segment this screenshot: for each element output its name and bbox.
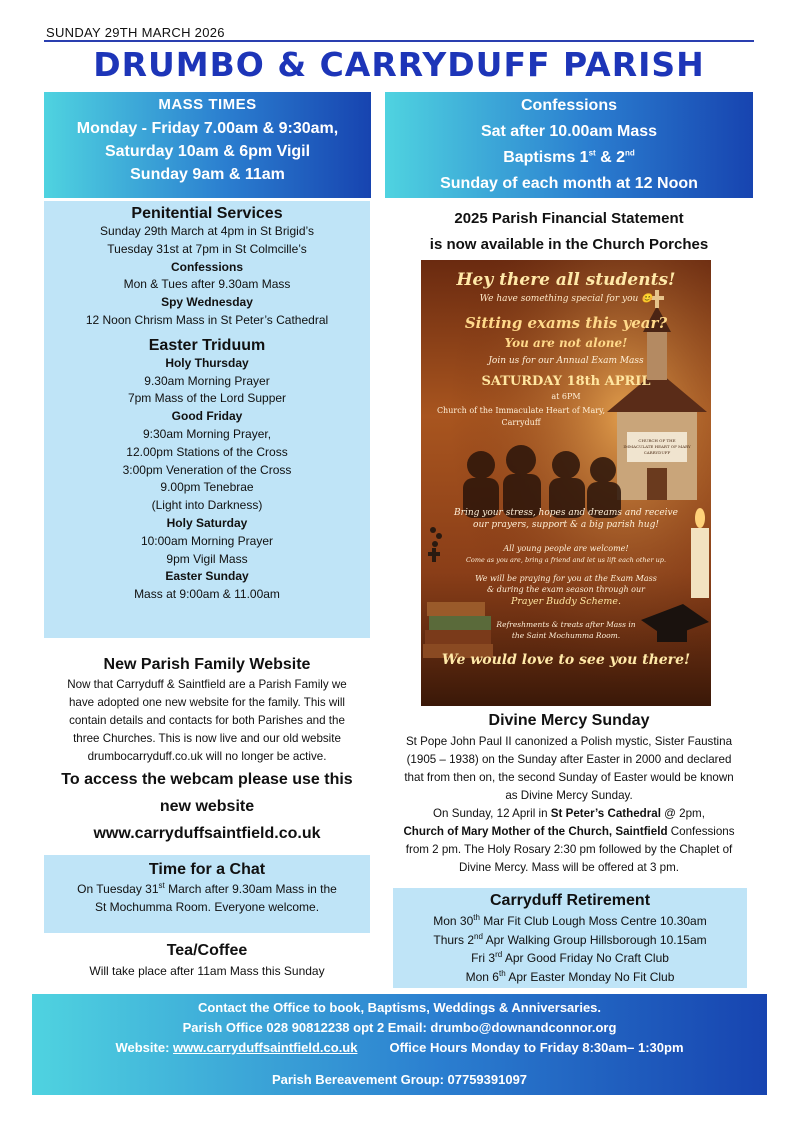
church-sign-text: IMMACULATE HEART OF MARY: [623, 444, 691, 449]
triduum-line: 9pm Vigil Mass: [166, 551, 248, 566]
divine-mercy-section: [385, 712, 753, 877]
mass-times-sunday: Sunday 9am & 11am: [130, 166, 285, 183]
triduum-line: 3:00pm Veneration of the Cross: [122, 462, 292, 477]
retirement-box: [393, 888, 747, 988]
mass-times-weekday: Monday - Friday 7.00am & 9:30am,: [76, 120, 339, 137]
poster-text: Refreshments & treats after Mass in: [496, 620, 636, 629]
chat-text: St Mochumma Room. Everyone welcome.: [94, 899, 320, 914]
poster-text: All young people are welcome!: [503, 544, 629, 553]
confessions-heading: Confessions: [520, 97, 617, 114]
footer-line: Website: www.carryduffsaintfield.co.uk Office Hours Monday to Friday 8:30am– 1:30pm: [115, 1040, 684, 1055]
financial-line: is now available in the Church Porches: [429, 236, 709, 253]
triduum-heading: Easter Triduum: [148, 336, 266, 354]
penitential-line: 12 Noon Chrism Mass in St Peter’s Cathedral: [85, 312, 329, 327]
retirement-heading: Carryduff Retirement: [489, 892, 651, 909]
website-section: [44, 656, 370, 847]
spy-wednesday-subheading: Spy Wednesday: [161, 295, 253, 310]
holy-thursday-subheading: Holy Thursday: [165, 355, 249, 370]
chat-box: [44, 855, 370, 933]
penitential-line: Sunday 29th March at 4pm in St Brigid’s: [100, 224, 314, 238]
webcam-notice: [44, 766, 370, 847]
penitential-line: Tuesday 31st at 7pm in St Colmcille’s: [107, 241, 307, 256]
services-box: [44, 201, 370, 638]
triduum-line: 9.30am Morning Prayer: [144, 373, 270, 388]
church-sign-text: CARRYDUFF: [643, 450, 671, 455]
good-friday-subheading: Good Friday: [171, 409, 243, 424]
poster-text: We will be praying for you at the Exam Mass: [475, 574, 657, 583]
divine-mercy-text: On Sunday, 12 April in St Peter’s Cathedral @ 2pm,: [433, 807, 705, 820]
retirement-item: Mon 30th Mar Fit Club Lough Moss Centre 10.30am: [433, 913, 707, 928]
poster-date: SATURDAY 18th APRIL: [481, 374, 651, 389]
divine-mercy-text: from 2 pm. The Holy Rosary 2:30 pm followed by the Chaplet of: [405, 843, 733, 856]
bereavement-line: Parish Bereavement Group: 07759391097: [271, 1072, 528, 1087]
poster-headline: Hey there all students!: [456, 270, 676, 290]
retirement-item: Fri 3rd Apr Good Friday No Craft Club: [471, 950, 669, 965]
poster-text: Prayer Buddy Scheme.: [510, 596, 621, 607]
triduum-line: 10:00am Morning Prayer: [140, 533, 274, 548]
issue-date: SUNDAY 29TH MARCH 2026: [46, 25, 225, 40]
penitential-line: Mon & Tues after 9.30am Mass: [123, 277, 291, 292]
chat-text: On Tuesday 31st March after 9.30am Mass in the: [77, 881, 337, 896]
poster-text: Come as you are, bring a friend and let us lift each other up.: [465, 556, 667, 564]
header-rule: [44, 40, 754, 42]
triduum-line: 12.00pm Stations of the Cross: [126, 444, 288, 459]
confessions-subheading: Confessions: [170, 259, 243, 274]
divine-mercy-text: St Pope John Paul II canonized a Polish mystic, Sister Faustina: [405, 735, 733, 748]
divine-mercy-text: (1905 – 1938) on the Sunday after Easter in 2000 and declared: [406, 753, 732, 766]
triduum-line: 7pm Mass of the Lord Supper: [127, 391, 287, 406]
retirement-item: Thurs 2nd Apr Walking Group Hillsborough 10.15am: [433, 931, 707, 947]
triduum-line: 9:30am Morning Prayer,: [142, 426, 272, 441]
triduum-line: Mass at 9:00am & 11.00am: [134, 587, 280, 602]
divine-mercy-text: Church of Mary Mother of the Church, Saintfield Confessions: [403, 825, 735, 838]
mass-times-saturday: Saturday 10am & 6pm Vigil: [104, 143, 311, 160]
tea-text: Will take place after 11am Mass this Sunday: [89, 964, 325, 978]
confessions-box: [385, 92, 753, 198]
poster-text: You are not alone!: [504, 336, 628, 350]
triduum-line: 9.00pm Tenebrae: [160, 480, 254, 495]
triduum-line: (Light into Darkness): [151, 498, 263, 513]
contact-footer: [32, 994, 767, 1095]
website-text: three Churches. This is now live and our old website: [73, 732, 341, 745]
financial-line: 2025 Parish Financial Statement: [454, 210, 684, 227]
footer-website-link[interactable]: www.carryduffsaintfield.co.uk: [173, 1040, 358, 1055]
poster-text: Join us for our Annual Exam Mass: [488, 356, 644, 366]
church-sign-text: CHURCH OF THE: [638, 438, 676, 443]
poster-text: We have something special for you 😊: [479, 294, 653, 304]
website-heading: New Parish Family Website: [103, 656, 311, 673]
exam-mass-poster: [421, 260, 711, 706]
website-text: contain details and contacts for both Parishes and the: [69, 714, 345, 727]
poster-text: the Saint Mochumma Room.: [511, 631, 621, 640]
poster-headline: Sitting exams this year?: [464, 314, 668, 332]
poster-text: at 6PM: [551, 392, 581, 401]
webcam-line: new website: [159, 798, 255, 815]
books-icon: [423, 602, 493, 658]
office-hours: Office Hours Monday to Friday 8:30am– 1:30pm: [389, 1040, 684, 1055]
tea-heading: Tea/Coffee: [166, 942, 248, 959]
tea-coffee-section: [44, 942, 370, 981]
poster-text: our prayers, support & a big parish hug!: [473, 520, 659, 530]
poster-text: Carryduff: [501, 418, 541, 427]
penitential-heading: Penitential Services: [131, 205, 283, 222]
retirement-item: Mon 6th Apr Easter Monday No Fit Club: [465, 968, 675, 984]
divine-mercy-text: Divine Mercy. Mass will be offered at 3 pm.: [459, 861, 679, 874]
poster-text: Church of the Immaculate Heart of Mary,: [436, 406, 606, 415]
poster-text: Bring your stress, hopes and dreams and receive: [454, 508, 678, 518]
easter-sunday-subheading: Easter Sunday: [165, 569, 249, 584]
chat-heading: Time for a Chat: [148, 861, 266, 878]
holy-saturday-subheading: Holy Saturday: [166, 515, 248, 530]
divine-mercy-heading: Divine Mercy Sunday: [488, 712, 650, 729]
footer-line: Contact the Office to book, Baptisms, Weddings & Anniversaries.: [197, 1000, 602, 1015]
mass-times-box: [44, 92, 371, 198]
webcam-line: To access the webcam please use this: [61, 771, 353, 788]
poster-closing: We would love to see you there!: [441, 652, 691, 668]
financial-statement: [385, 206, 753, 258]
website-url[interactable]: www.carryduffsaintfield.co.uk: [93, 825, 321, 842]
poster-text: & during the exam season through our: [487, 585, 645, 594]
footer-line: Parish Office 028 90812238 opt 2 Email: drumbo@downandconnor.org: [182, 1020, 617, 1035]
page-title: DRUMBO & CARRYDUFF PARISH: [93, 45, 705, 84]
website-text: drumbocarryduff.co.uk will no longer be active.: [87, 750, 327, 763]
divine-mercy-text: that from then on, the second Sunday of Easter would be known: [404, 771, 734, 784]
website-text: have adopted one new website for the family. This will: [68, 696, 346, 709]
website-text: Now that Carryduff & Saintfield are a Parish Family we: [67, 678, 347, 691]
divine-mercy-text: as Divine Mercy Sunday.: [505, 789, 633, 802]
baptisms-time: Sunday of each month at 12 Noon: [440, 175, 698, 192]
confessions-time: Sat after 10.00am Mass: [480, 123, 658, 140]
mass-times-heading: MASS TIMES: [158, 96, 257, 113]
baptisms-line: Baptisms 1st & 2nd: [503, 148, 635, 166]
